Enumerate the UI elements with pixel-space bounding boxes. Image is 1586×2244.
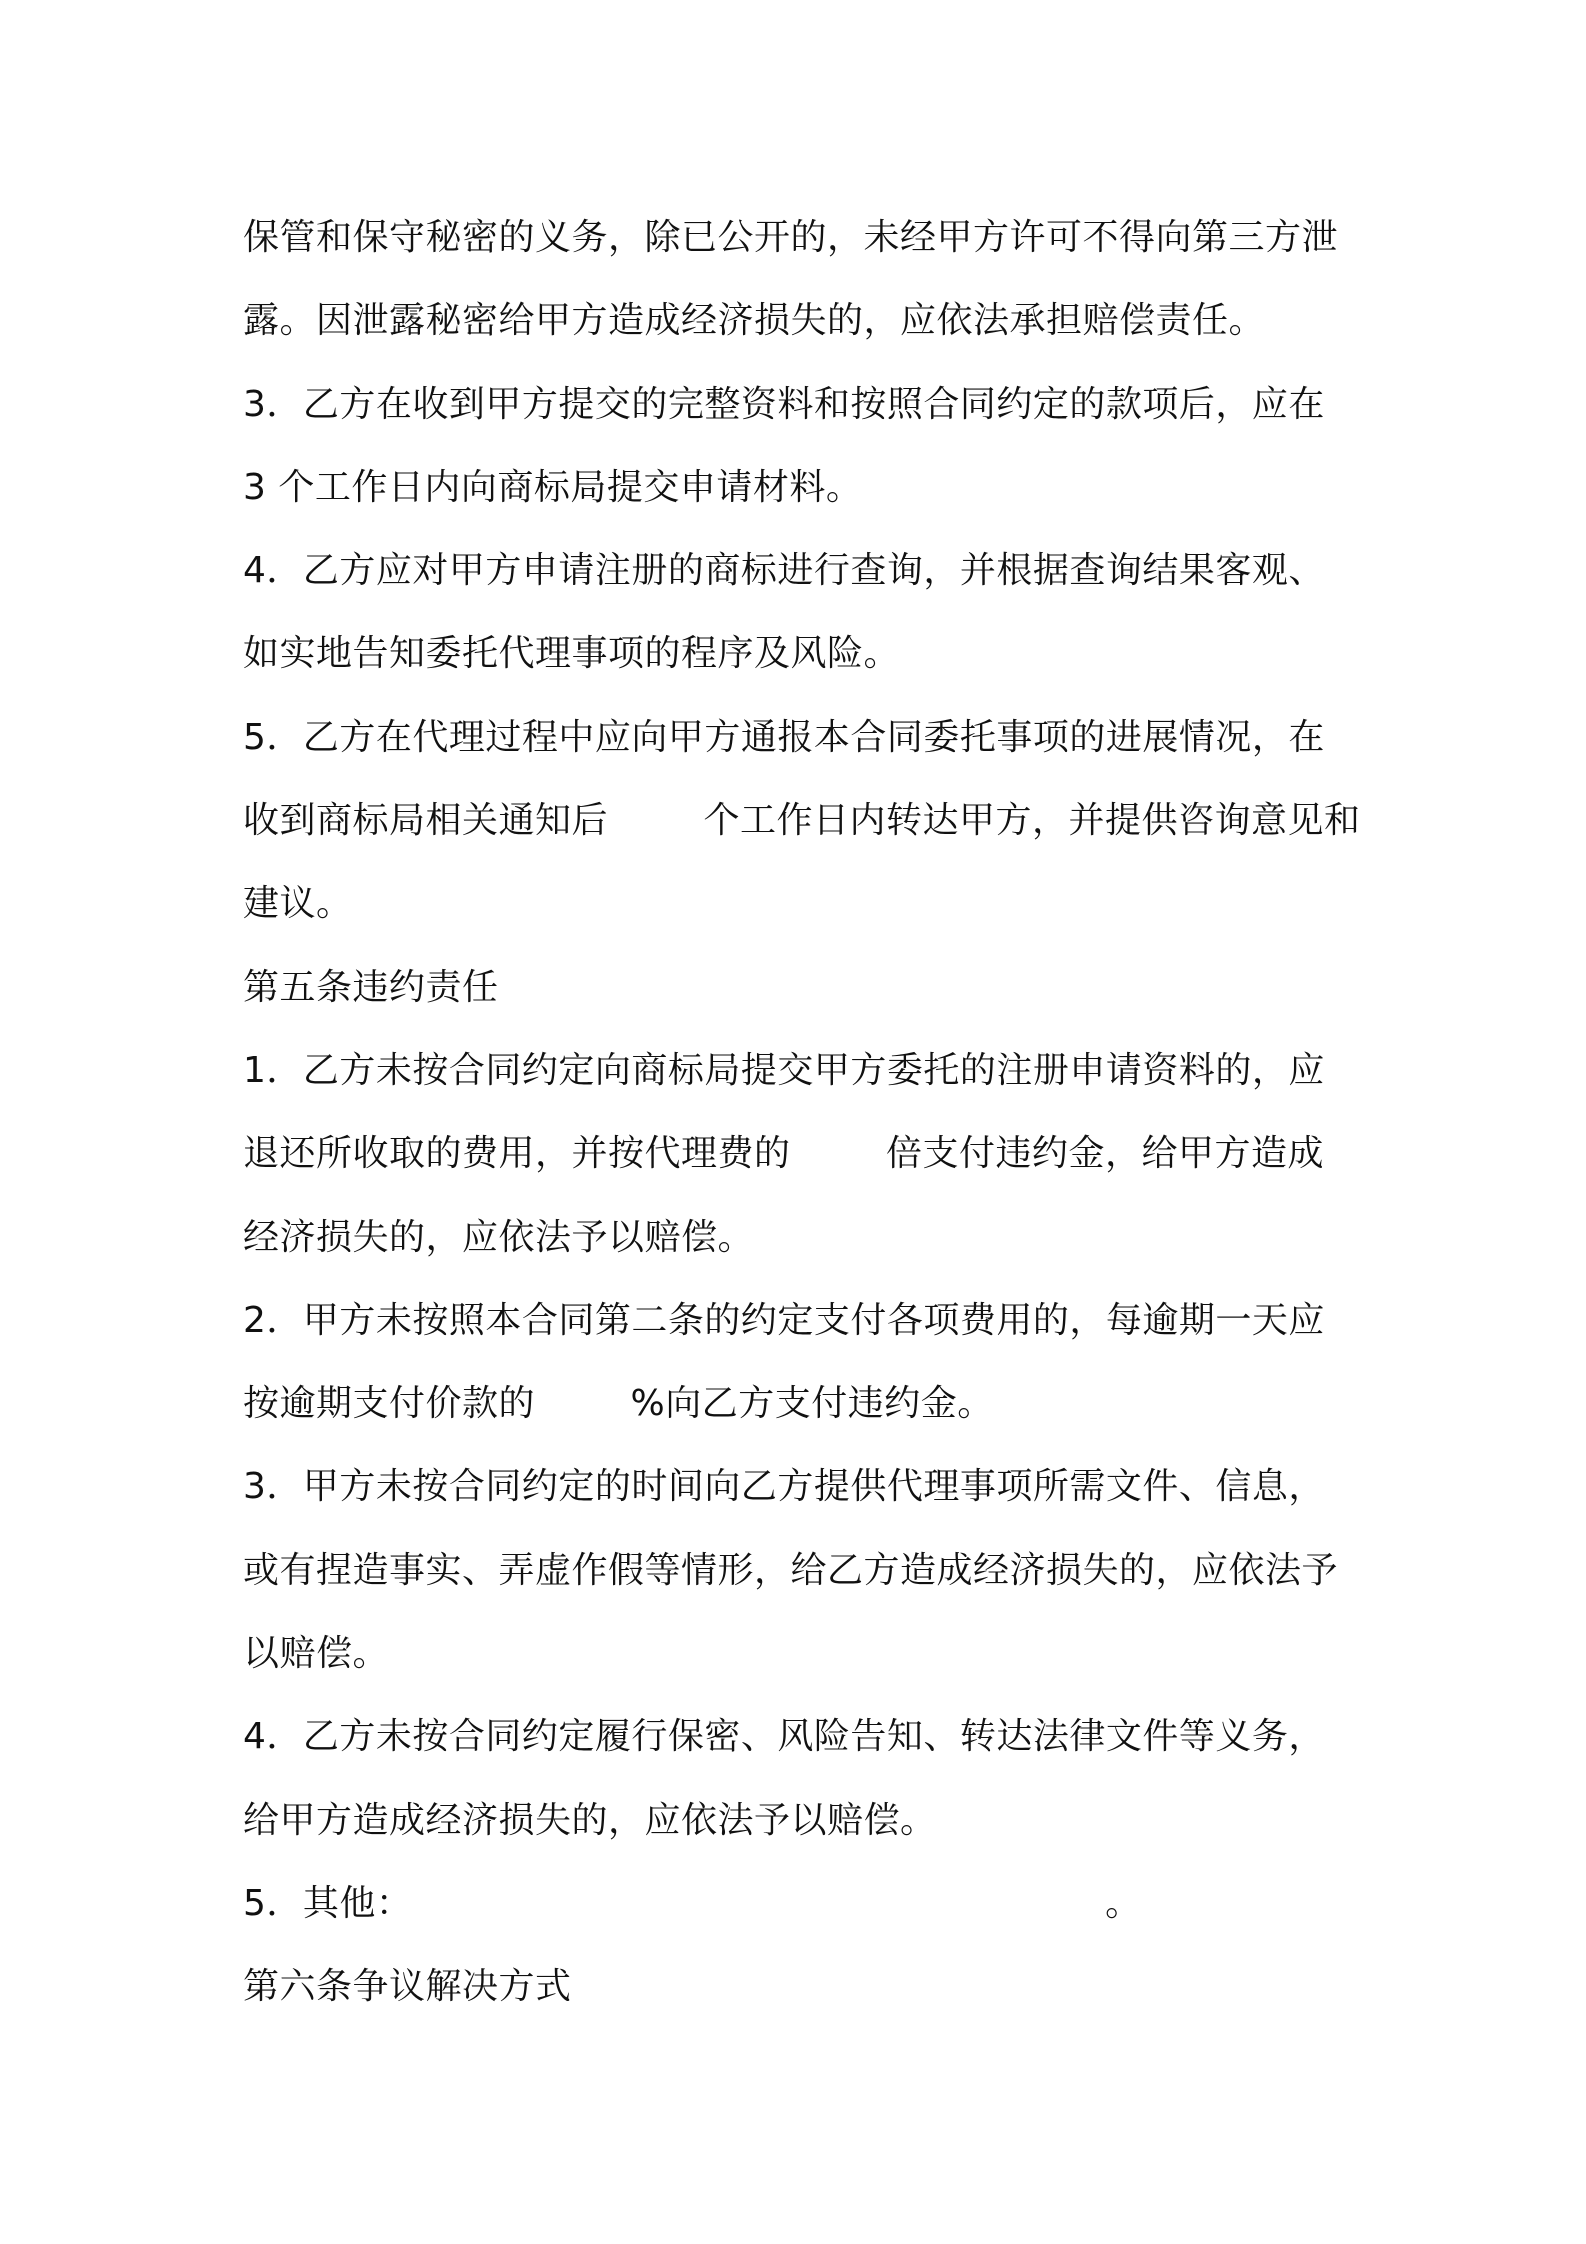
clause-5-3-line: 3．乙方在收到甲方提交的完整资料和按照合同约定的款项后，应在 xyxy=(243,383,1325,425)
section-heading-5: 第五条违约责任 xyxy=(243,966,499,1008)
breach-clause-4-line: 4．乙方未按合同约定履行保密、风险告知、转达法律文件等义务， xyxy=(243,1716,1325,1758)
clause-5-4-line: 4．乙方应对甲方申请注册的商标进行查询，并根据查询结果客观、 xyxy=(243,550,1325,592)
document-body xyxy=(243,196,1363,2029)
section-heading-6: 第六条争议解决方式 xyxy=(243,1966,572,2008)
breach-clause-1-line: 1．乙方未按合同约定向商标局提交甲方委托的注册申请资料的，应 xyxy=(243,1049,1325,1091)
clause-5-5-line: 5．乙方在代理过程中应向甲方通报本合同委托事项的进展情况，在 xyxy=(243,716,1325,758)
text-line: 经济损失的，应依法予以赔偿。 xyxy=(243,1216,755,1258)
text-line: 建议。 xyxy=(243,883,353,925)
text-line: 收到商标局相关通知后 个工作日内转达甲方，并提供咨询意见和 xyxy=(243,800,1361,842)
text-line: 3 个工作日内向商标局提交申请材料。 xyxy=(243,466,863,508)
text-line: 如实地告知委托代理事项的程序及风险。 xyxy=(243,633,901,675)
breach-clause-3-line: 3．甲方未按合同约定的时间向乙方提供代理事项所需文件、信息， xyxy=(243,1466,1325,1508)
text-line: 或有捏造事实、弄虚作假等情形，给乙方造成经济损失的，应依法予 xyxy=(243,1549,1339,1591)
breach-clause-5-line: 5．其他： 。 xyxy=(243,1882,1142,1924)
text-line: 给甲方造成经济损失的，应依法予以赔偿。 xyxy=(243,1799,937,1841)
text-line: 露。因泄露秘密给甲方造成经济损失的，应依法承担赔偿责任。 xyxy=(243,300,1266,342)
text-line: 以赔偿。 xyxy=(243,1633,390,1675)
breach-clause-2-line: 2．甲方未按照本合同第二条的约定支付各项费用的，每逾期一天应 xyxy=(243,1299,1325,1341)
text-line: 按逾期支付价款的 %向乙方支付违约金。 xyxy=(243,1383,994,1425)
text-line: 退还所收取的费用，并按代理费的 倍支付违约金，给甲方造成 xyxy=(243,1133,1325,1175)
text-line: 保管和保守秘密的义务，除已公开的，未经甲方许可不得向第三方泄 xyxy=(243,217,1339,258)
